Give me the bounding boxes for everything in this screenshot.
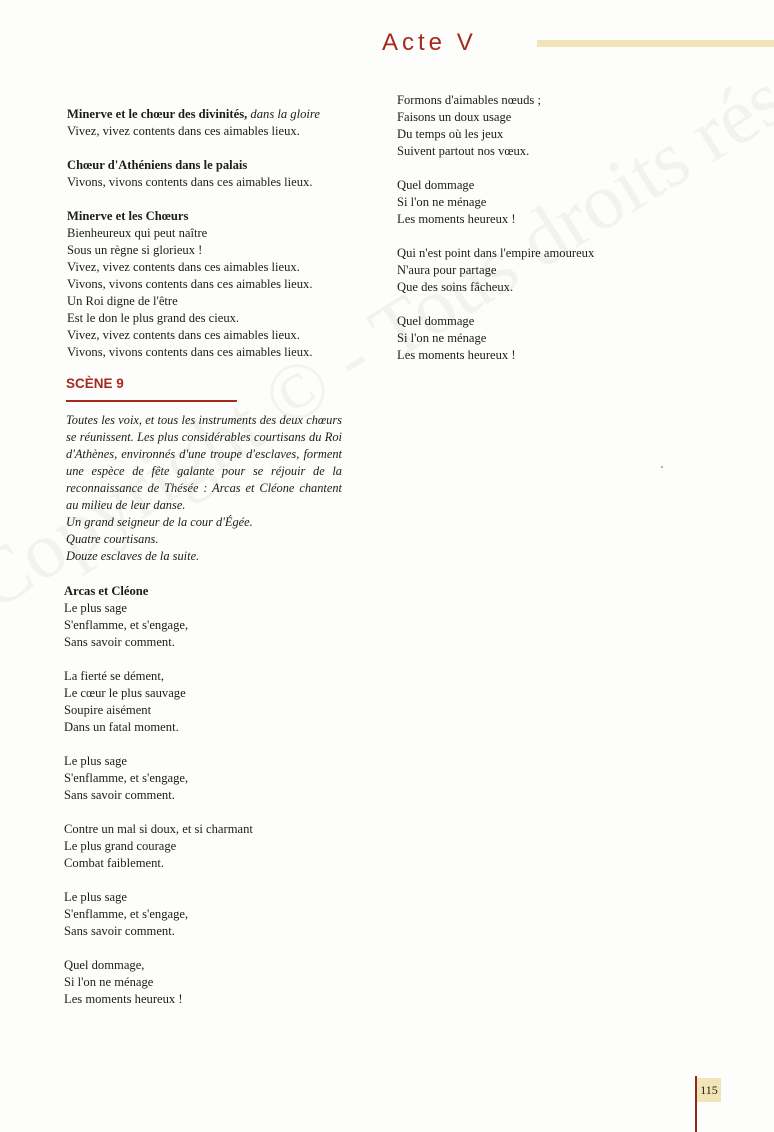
speaker-minerve-choeurs: Minerve et les Chœurs [67,209,189,223]
verse-line: S'enflamme, et s'engage, [64,907,189,921]
verse-line: Combat faiblement. [64,856,165,870]
cast-line: Quatre courtisans. [66,532,159,546]
verse-line: Sous un règne si glorieux ! [67,243,203,257]
verse-line: Sans savoir comment. [64,635,175,649]
scene-heading-rule [66,400,237,402]
verse-line: Vivons, vivons contents dans ces aimables lieux. [67,277,313,291]
verse-line: Le plus sage [64,601,127,615]
verse-line: Quel dommage, [64,958,145,972]
speaker-arcas-cleone: Arcas et Cléone [64,584,149,598]
verse-line: Les moments heureux ! [397,212,516,226]
verse-line: Vivons, vivons contents dans ces aimables lieux. [67,345,313,359]
verse-line: Si l'on ne ménage [64,975,154,989]
verse-line: Vivez, vivez contents dans ces aimables lieux. [67,328,300,342]
verse-line: Faisons un doux usage [397,110,512,124]
scene-heading: SCÈNE 9 [66,376,124,391]
verse-line: S'enflamme, et s'engage, [64,771,189,785]
verse-line: Si l'on ne ménage [397,331,487,345]
verse-line: Les moments heureux ! [64,992,183,1006]
right-column [397,92,697,364]
header-decorative-band [537,40,774,47]
verse-line: La fierté se dément, [64,669,164,683]
verse-line: Quel dommage [397,314,475,328]
verse-line: Du temps où les jeux [397,127,504,141]
verse-line: Les moments heureux ! [397,348,516,362]
verse-line: Formons d'aimables nœuds ; [397,93,541,107]
speaker-minerve-choeur: Minerve et le chœur des divinités, dans la gloire [67,107,320,121]
verse-line: Un Roi digne de l'être [67,294,178,308]
verse-line: Sans savoir comment. [64,788,175,802]
verse-line: Que des soins fâcheux. [397,280,514,294]
left-column-bottom [64,583,364,1008]
left-column-top [67,106,367,361]
verse-line: Contre un mal si doux, et si charmant [64,822,253,836]
act-title: Acte V [382,29,477,56]
verse-line: Est le don le plus grand des cieux. [67,311,240,325]
page-number: 115 [697,1078,721,1102]
verse-line: Le plus sage [64,754,127,768]
verse-line: Soupire aisément [64,703,152,717]
verse-line: Suivent partout nos vœux. [397,144,530,158]
stage-direction [66,412,342,565]
verse-line: N'aura pour partage [397,263,497,277]
verse-line: Si l'on ne ménage [397,195,487,209]
speaker-choeur-atheniens: Chœur d'Athéniens dans le palais [67,158,248,172]
print-speck [661,466,663,468]
verse-line: Quel dommage [397,178,475,192]
verse-line: S'enflamme, et s'engage, [64,618,189,632]
stage-direction-text: Toutes les voix, et tous les instruments des deux chœurs se réunissent. Les plus considérables courtisans du Roi d'Athènes, environnés d'une troupe d'esclaves, forment une espèce de fête galante pour se réjouir de la reconnaissance de Thésée : Arcas et Cléone chantent au milieu de leur danse. [66,413,342,512]
verse-line: Dans un fatal moment. [64,720,179,734]
cast-line: Un grand seigneur de la cour d'Égée. [66,515,253,529]
verse-line: Vivez, vivez contents dans ces aimables lieux. [67,260,300,274]
verse-line: Qui n'est point dans l'empire amoureux [397,246,595,260]
verse-line: Sans savoir comment. [64,924,175,938]
verse-line: Le plus grand courage [64,839,177,853]
verse-line: Vivez, vivez contents dans ces aimables lieux. [67,124,300,138]
verse-line: Bienheureux qui peut naître [67,226,208,240]
cast-line: Douze esclaves de la suite. [66,549,200,563]
verse-line: Le cœur le plus sauvage [64,686,186,700]
verse-line: Le plus sage [64,890,127,904]
verse-line: Vivons, vivons contents dans ces aimables lieux. [67,175,313,189]
